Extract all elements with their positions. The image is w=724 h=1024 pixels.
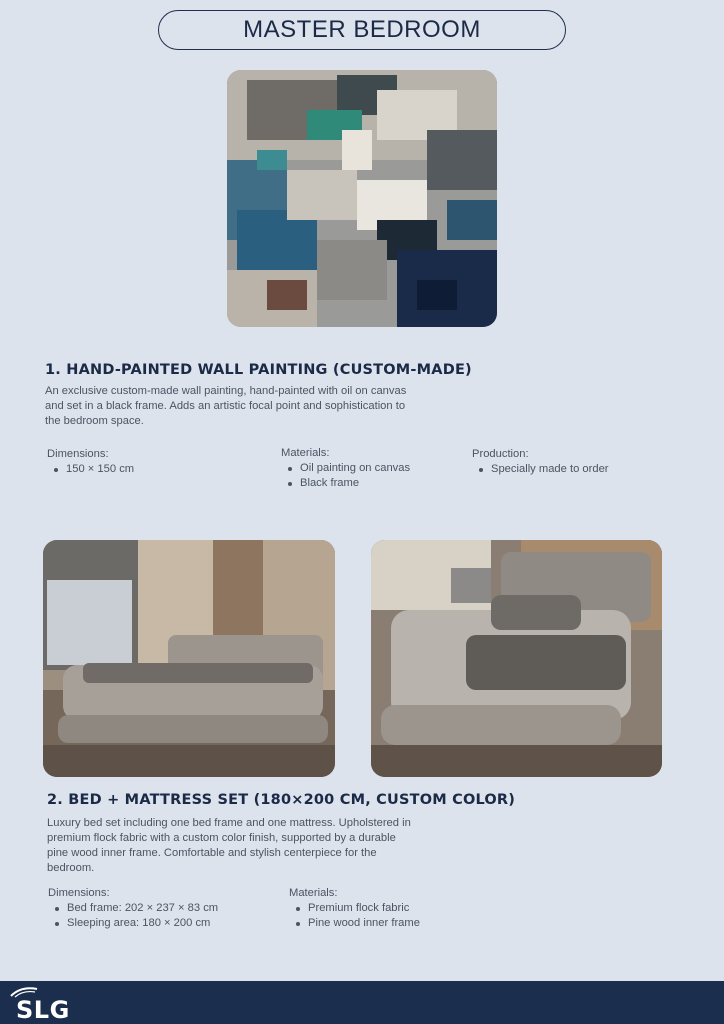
item1-heading: 1. HAND-PAINTED WALL PAINTING (CUSTOM-MADE) [45, 362, 472, 378]
list-item: Pine wood inner frame [289, 916, 420, 931]
item1-dimensions: Dimensions: 150 × 150 cm [47, 448, 135, 475]
item2-heading: 2. BED + MATTRESS SET (180×200 CM, CUSTOM COLOR) [47, 792, 516, 808]
list-item: Oil painting on canvas [281, 461, 410, 476]
bed-photo-front [43, 540, 335, 777]
item1-production: Production: Specially made to order [472, 448, 609, 475]
list-item: Sleeping area: 180 × 200 cm [48, 916, 218, 931]
wall-painting-image [227, 70, 497, 327]
bed-photo-angled [371, 540, 662, 777]
item1-description: An exclusive custom-made wall painting, hand-painted with oil on canvas and set in a black frame. Adds an artistic focal point and sophistication to the bedroom space. [45, 385, 407, 427]
list-item: Bed frame: 202 × 237 × 83 cm [48, 901, 218, 916]
logo: SLG [16, 996, 70, 1024]
item1-materials: Materials: Oil painting on canvas Black frame [281, 447, 411, 489]
item2-description: Luxury bed set including one bed frame and one mattress. Upholstered in premium flock fabric with a custom color finish, supported by a durable pine wood inner frame. Comfortable and stylish centerpiece for the bedroom. [47, 817, 411, 874]
list-item: Specially made to order [472, 462, 609, 477]
list-item: Premium flock fabric [289, 901, 420, 916]
footer-bar [0, 981, 724, 1024]
page-title: MASTER BEDROOM [158, 10, 566, 50]
list-item: Black frame [281, 476, 410, 491]
item2-dimensions: Dimensions: Bed frame: 202 × 237 × 83 cm Sleeping area: 180 × 200 cm [48, 887, 219, 929]
item2-materials: Materials: Premium flock fabric Pine wood inner frame [289, 887, 420, 929]
list-item: 150 × 150 cm [47, 462, 134, 477]
